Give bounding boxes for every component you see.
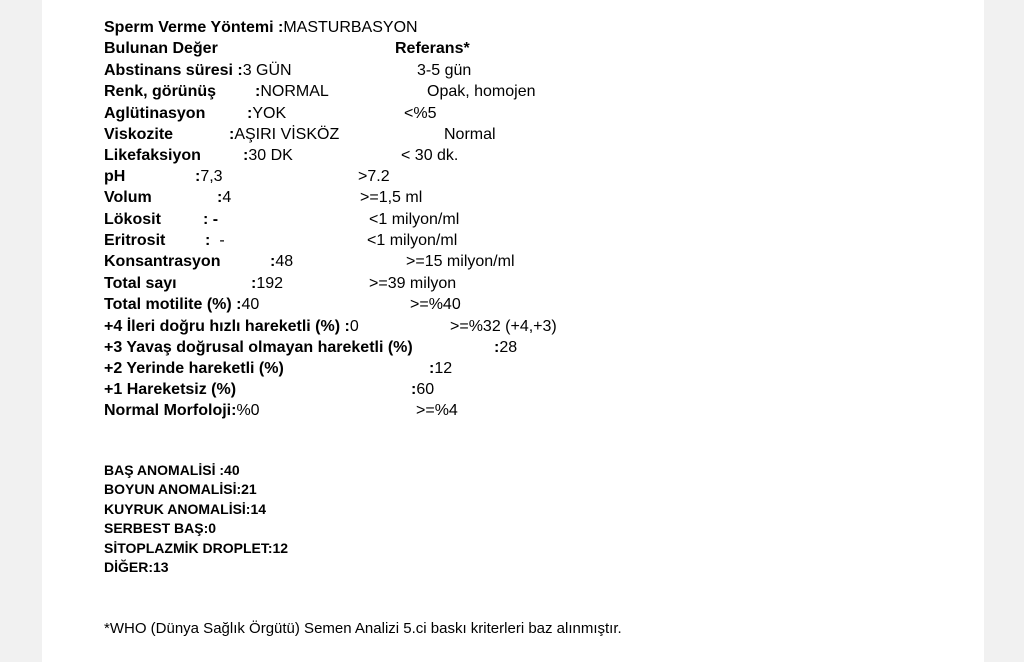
row-label: Normal Morfoloji: — [104, 402, 237, 419]
anomaly-item: BOYUN ANOMALİSİ:21 — [104, 481, 257, 497]
row-reference: < 30 dk. — [401, 147, 459, 164]
found-value-header: Bulunan Değer — [104, 40, 218, 57]
row-value-line — [229, 125, 339, 145]
row-reference: <1 milyon/ml — [369, 211, 460, 228]
row-value-line — [494, 338, 517, 358]
row-value-line — [247, 104, 286, 124]
row-reference: >=%32 (+4,+3) — [450, 318, 557, 335]
row-value: - — [219, 232, 225, 249]
row-value-line — [411, 380, 434, 400]
row-separator: : - — [203, 211, 219, 228]
row-reference: <1 milyon/ml — [367, 232, 458, 249]
row-value: %0 — [236, 402, 260, 419]
row-total-motility — [104, 295, 259, 315]
row-reference: >=39 milyon — [369, 275, 457, 292]
row-separator: : — [270, 253, 276, 270]
row-value: 192 — [256, 275, 284, 292]
row-value: 4 — [222, 189, 232, 206]
row-label: Likefaksiyon — [104, 147, 201, 164]
row-separator: : — [243, 147, 249, 164]
row-separator: : — [229, 126, 235, 143]
row-reference: <%5 — [404, 105, 437, 122]
row-separator: : — [429, 360, 435, 377]
row-label: Total motilite (%) : — [104, 296, 242, 313]
row-reference: 3-5 gün — [417, 62, 472, 79]
row-value-line — [205, 231, 225, 251]
anomaly-item: SERBEST BAŞ:0 — [104, 520, 217, 536]
row-label: Lökosit — [104, 211, 161, 228]
method-value: MASTURBASYON — [283, 19, 418, 36]
row-separator: : — [255, 83, 261, 100]
row-separator: : — [217, 189, 223, 206]
row-separator: : — [195, 168, 201, 185]
row-reference: >=%4 — [416, 402, 458, 419]
row-separator: : — [411, 381, 417, 398]
anomaly-item: KUYRUK ANOMALİSİ:14 — [104, 501, 267, 517]
row-reference: Opak, homojen — [427, 83, 536, 100]
row-label: pH — [104, 168, 126, 185]
row-label: Total sayı — [104, 275, 177, 292]
row-label: Konsantrasyon — [104, 253, 221, 270]
row-value-line — [255, 82, 329, 102]
row-label: Abstinans süresi : — [104, 62, 243, 79]
row-value: AŞIRI VİSKÖZ — [234, 126, 340, 143]
row-value: 28 — [499, 339, 518, 356]
row-value: YOK — [252, 105, 287, 122]
anomaly-item: BAŞ ANOMALİSİ :40 — [104, 462, 240, 478]
row-reference: >7.2 — [358, 168, 390, 185]
row-value-line — [217, 188, 231, 208]
method-line — [104, 18, 418, 38]
row-value-line — [243, 146, 293, 166]
row-separator: : — [494, 339, 500, 356]
row-label: +2 Yerinde hareketli (%) — [104, 360, 284, 377]
row-value: 60 — [416, 381, 435, 398]
row-value: 0 — [349, 318, 359, 335]
anomaly-item: SİTOPLAZMİK DROPLET:12 — [104, 540, 289, 556]
row-abstinence — [104, 61, 292, 81]
row-value-line — [195, 167, 223, 187]
row-label: Renk, görünüş — [104, 83, 217, 100]
row-reference: >=15 milyon/ml — [406, 253, 515, 270]
row-progressive — [104, 317, 359, 337]
report-page — [42, 0, 984, 662]
row-reference: >=1,5 ml — [360, 189, 423, 206]
footnote: *WHO (Dünya Sağlık Örgütü) Semen Analizi 5.ci baskı kriterleri baz alınmıştır. — [104, 620, 622, 637]
row-value: 3 GÜN — [242, 62, 292, 79]
row-reference: >=%40 — [410, 296, 461, 313]
row-value-line — [270, 252, 293, 272]
row-separator: : — [205, 232, 211, 249]
row-label: Volum — [104, 189, 152, 206]
row-label: +3 Yavaş doğrusal olmayan hareketli (%) — [104, 339, 413, 356]
row-value: 48 — [275, 253, 294, 270]
row-value: NORMAL — [260, 83, 329, 100]
row-value: 30 DK — [248, 147, 293, 164]
row-label: Eritrosit — [104, 232, 166, 249]
row-label: Viskozite — [104, 126, 174, 143]
reference-header: Referans* — [395, 40, 470, 57]
row-reference: Normal — [444, 126, 496, 143]
method-label: Sperm Verme Yöntemi : — [104, 19, 284, 36]
row-separator: : — [251, 275, 257, 292]
row-value: 40 — [241, 296, 260, 313]
row-morphology — [104, 401, 260, 421]
row-value-line — [429, 359, 452, 379]
row-separator: : — [247, 105, 253, 122]
row-value: 12 — [434, 360, 453, 377]
row-label: Aglütinasyon — [104, 105, 206, 122]
row-label: +4 İleri doğru hızlı hareketli (%) : — [104, 318, 350, 335]
anomaly-item: DİĞER:13 — [104, 559, 169, 575]
row-value-line — [251, 274, 283, 294]
row-label: +1 Hareketsiz (%) — [104, 381, 237, 398]
row-value: 7,3 — [200, 168, 223, 185]
